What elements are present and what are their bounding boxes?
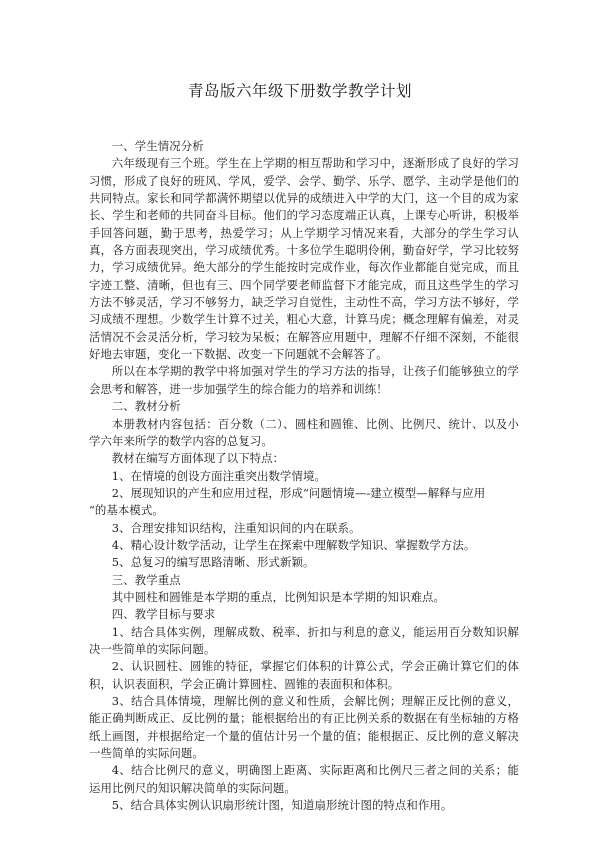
section-heading-textbook-analysis: 二、教材分析: [111, 399, 181, 414]
list-item-objective-1: 1、结合具体实例，理解成数、税率、折扣与利息的意义，能运用百分数知识解决一些简单的实际问题。: [89, 624, 519, 656]
list-item-feature-2: 2、展现知识的产生和应用过程，形成“问题情境—-建立模型—解释与应用: [111, 485, 486, 500]
paragraph-key-points: 其中圆柱和圆锥是本学期的重点，比例知识是本学期的知识难点。: [111, 589, 446, 604]
list-item-objective-5: 5、结合具体实例认识扇形统计图，知道扇形统计图的特点和作用。: [111, 798, 453, 813]
document-body: [89, 138, 519, 814]
list-item-objective-3: 3、结合具体情境，理解比例的意义和性质，会解比例；理解正反比例的意义，能正确判断成正、反比例的量；能根据给出的有正比例关系的数据在有坐标轴的方格纸上画图，并根据给定一个量的值估计另一个量的值；能根据正、反比例的意义解决一些简单的实际问题。: [89, 694, 519, 761]
list-item-feature-4: 4、精心设计数学活动，让学生在探索中理解数学知识、掌握数学方法。: [111, 537, 476, 552]
list-item-feature-5: 5、总复习的编写思路清晰、形式新颖。: [111, 555, 315, 570]
paragraph-teaching-focus: 所以在本学期的教学中将加强对学生的学习方法的指导，让孩子们能够独立的学会思考和解答，进一步加强学生的综合能力的培养和训练！: [89, 364, 519, 396]
section-heading-student-analysis: 一、学生情况分析: [111, 139, 204, 153]
section-heading-objectives: 四、教学目标与要求: [111, 607, 216, 622]
paragraph-textbook-content: 本册教材内容包括：百分数（二）、圆柱和圆锥、比例、比例尺、统计、以及小学六年来所学的数学内容的总复习。: [89, 416, 519, 448]
section-heading-key-points: 三、教学重点: [111, 572, 181, 587]
document-title: 青岛版六年级下册数学教学计划: [187, 82, 412, 100]
list-item-objective-2: 2、认识圆柱、圆锥的特征，掌握它们体积的计算公式，学会正确计算它们的体积，认识表面积，学会正确计算圆柱、圆锥的表面积和体积。: [89, 659, 519, 691]
list-item-objective-4: 4、结合比例尺的意义，明确图上距离、实际距离和比例尺三者之间的关系；能运用比例尺的知识解决简单的实际问题。: [89, 763, 519, 795]
list-item-feature-1: 1、在情境的创设方面注重突出数学情境。: [111, 468, 326, 483]
list-item-feature-2-continued: “的基本模式。: [89, 503, 164, 518]
paragraph-textbook-features-intro: 教材在编写方面体现了以下特点：: [111, 451, 285, 466]
paragraph-student-situation: 六年级现有三个班。学生在上学期的相互帮助和学习中，逐渐形成了良好的学习习惯，形成了良好的班风、学风，爱学、会学、勤学、乐学、愿学、主动学是他们的共同特点。家长和同学都满怀期望以优异的成绩进入中学的大门，这一个目的成为家长、学生和老师的共同奋斗目标。他们的学习态度端正认真，上课专心听讲，积极举手回答问题，勤于思考，热爱学习；从上学期学习情况来看，大部分的学生学习认真，各方面表现突出，学习成绩优秀。十多位学生聪明伶俐，勤奋好学，学习比较努力，学习成绩优异。绝大部分的学生能按时完成作业，每次作业都能自觉完成，而且字迹工整、清晰，但也有三、四个同学要老师监督下才能完成，而且这些学生的学习方法不够灵活，学习不够努力，缺乏学习自觉性，主动性不高，学习方法不够好，学习成绩不理想。少数学生计算不过关，粗心大意，计算马虎；概念理解有偏差，对灵活情况不会灵活分析，学习较为呆板；在解答应用题中，理解不仔细不深刻，不能很好地去审题，变化一下数据、改变一下问题就不会解答了。: [89, 156, 519, 362]
list-item-feature-3: 3、合理安排知识结构，注重知识间的内在联系。: [111, 520, 361, 535]
